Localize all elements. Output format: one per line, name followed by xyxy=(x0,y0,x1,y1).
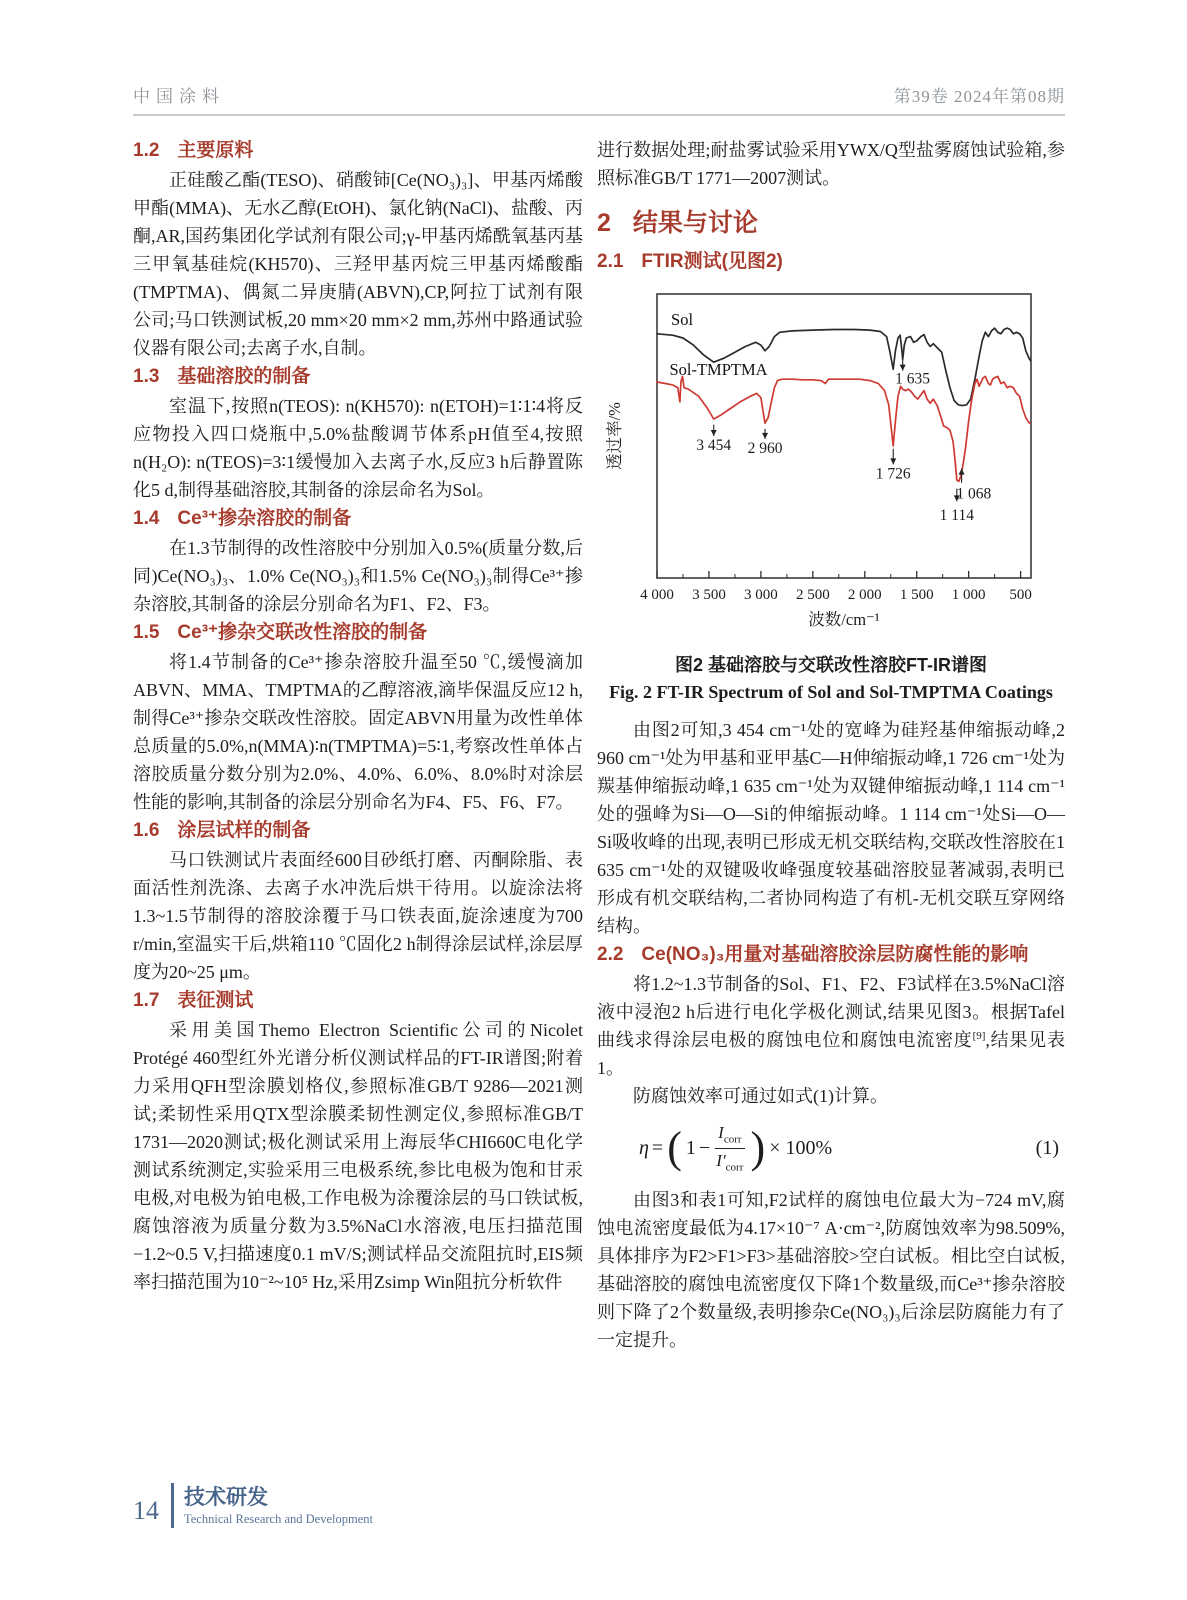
section-number: 2.2 xyxy=(597,944,624,965)
svg-text:2 000: 2 000 xyxy=(847,587,882,603)
svg-text:3 454: 3 454 xyxy=(696,437,732,455)
section-title: 基础溶胶的制备 xyxy=(177,366,311,387)
section-number: 1.6 xyxy=(133,820,160,841)
issue-info: 第39卷 2024年第08期 xyxy=(893,87,1065,106)
section-heading xyxy=(133,505,583,533)
figure-caption-en: Fig. 2 FT-IR Spectrum of Sol and Sol-TMPTMA Coatings xyxy=(609,682,1053,702)
section-heading xyxy=(133,987,583,1015)
section-heading xyxy=(133,363,583,391)
footer-rubric xyxy=(171,1483,373,1528)
chapter-heading xyxy=(597,206,1065,240)
section-heading-2-2 xyxy=(597,941,1065,969)
section-paragraph: 正硅酸乙酯(TESO)、硝酸铈[Ce(NO₃)₃]、甲基丙烯酸甲酯(MMA)、无水乙醇(EtOH)、氯化钠(NaCl)、盐酸、丙酮,AR,国药集团化学试剂有限公司;γ-甲基丙烯酰氧基丙基三甲氧基硅烷(KH570)、三羟甲基丙烷三甲基丙烯酸酯(TMPTMA)、偶氮二异庚腈(ABVN),CP,阿拉丁试剂有限公司;马口铁测试板,20 mm×20 mm×2 mm,苏州中路通试验仪器有限公司;去离子水,自制。 xyxy=(133,170,583,358)
journal-title: 中国涂料 xyxy=(133,87,225,106)
svg-text:2 960: 2 960 xyxy=(747,440,783,458)
svg-text:透过率/%: 透过率/% xyxy=(605,402,624,470)
fraction-numerator xyxy=(715,1122,744,1149)
section-number: 1.7 xyxy=(133,990,160,1011)
left-column xyxy=(133,136,583,1354)
efficiency-intro-paragraph: 防腐蚀效率可通过如式(1)计算。 xyxy=(633,1086,888,1106)
page-number: 14 xyxy=(133,1495,159,1525)
section-paragraph: 室温下,按照n(TEOS): n(KH570): n(ETOH)=1∶1∶4将反应物投入四口烧瓶中,5.0%盐酸调节体系pH值至4,按照n(H₂O): n(TEOS)=3∶1缓慢加入去离子水,反应3 h后静置陈化5 d,制得基础溶胶,其制备的涂层命名为Sol。 xyxy=(133,396,583,500)
footer-label-zh: 技术研发 xyxy=(184,1486,268,1509)
svg-text:3 000: 3 000 xyxy=(744,587,778,603)
chapter-title: 结果与讨论 xyxy=(632,209,758,237)
section-heading-2-1 xyxy=(597,248,1065,276)
section-paragraph: 在1.3节制得的改性溶胶中分别加入0.5%(质量分数,后同)Ce(NO₃)₃、1.0% Ce(NO₃)₃和1.5% Ce(NO₃)₃制得Ce³⁺掺杂溶胶,其制备的涂层分别命名为F1、F2、F3。 xyxy=(133,538,583,614)
page-footer xyxy=(133,1483,373,1528)
chapter-number: 2 xyxy=(597,209,611,237)
section-number: 1.4 xyxy=(133,508,160,529)
section-number: 1.2 xyxy=(133,140,160,161)
svg-text:1 068: 1 068 xyxy=(956,485,992,503)
times-percent: × 100% xyxy=(769,1136,833,1159)
equation-1 xyxy=(597,1122,1065,1174)
section-paragraph: 采用美国Themo Electron Scientific公司的Nicolet Protégé 460型红外光谱分析仪测试样品的FT-IR谱图;附着力采用QFH型涂膜划格仪,参照标准GB/T 9286—2021测试;柔韧性采用QTX型涂膜柔韧性测定仪,参照标准GB/T 1731—2020测试;极化测试采用上海辰华CHI660C电化学测试系统测定,实验采用三电极系统,参比电极为饱和甘汞电极,对电极为铂电极,工作电极为涂覆涂层的马口铁试板,腐蚀溶液为质量分数为3.5%NaCl水溶液,电压扫描范围−1.2~0.5 V,扫描速度0.1 mV/S;测试样品交流阻抗时,EIS频率扫描范围为10⁻²~10⁵ Hz,采用Zsimp Win阻抗分析软件 xyxy=(133,1020,583,1292)
svg-text:2 500: 2 500 xyxy=(795,587,830,603)
results-paragraph: 由图3和表1可知,F2试样的腐蚀电位最大为−724 mV,腐蚀电流密度最低为4.17×10⁻⁷ A·cm⁻²,防腐蚀效率为98.509%,具体排序为F2>F1>F3>基础溶胶>空白试板。相比空白试板,基础溶胶的腐蚀电流密度仅下降1个数量级,而Ce³⁺掺杂溶胶则下降了2个数量级,表明掺杂Ce(NO₃)₃后涂层防腐能力有了一定提升。 xyxy=(597,1190,1065,1351)
section-title: 涂层试样的制备 xyxy=(177,820,311,841)
paragraph-text: 将1.2~1.3节制备的Sol、F1、F2、F3试样在3.5%NaCl溶液中浸泡2 h后进行电化学极化测试,结果见图3。根据Tafel曲线求得涂层电极的腐蚀电位和腐蚀电流密度 xyxy=(597,974,1065,1050)
two-column-layout xyxy=(133,136,1065,1354)
equation-number: (1) xyxy=(1035,1136,1059,1159)
section-paragraph: 将1.4节制备的Ce³⁺掺杂溶胶升温至50 ℃,缓慢滴加ABVN、MMA、TMPTMA的乙醇溶液,滴毕保温反应12 h,制得Ce³⁺掺杂交联改性溶胶。固定ABVN用量为改性单体总质量的5.0%,n(MMA)∶n(TMPTMA)=5∶1,考察改性单体占溶胶质量分数分别为2.0%、4.0%、6.0%、8.0%时对涂层性能的影响,其制备的涂层分别命名为F4、F5、F6、F7。 xyxy=(133,652,583,812)
section-title: FTIR测试(见图2) xyxy=(641,251,783,272)
section-paragraph: 马口铁测试片表面经600目砂纸打磨、丙酮除脂、表面活性剂洗涤、去离子水冲洗后烘干待用。以旋涂法将1.3~1.5节制得的溶胶涂覆于马口铁表面,旋涂速度为700 r/min,室温实干后,烘箱110 ℃固化2 h制得涂层试样,涂层厚度为20~25 μm。 xyxy=(133,850,583,982)
equals-sign: = xyxy=(651,1136,664,1159)
right-column xyxy=(597,136,1065,1354)
section-heading xyxy=(133,137,583,165)
section-heading xyxy=(133,619,583,647)
fraction xyxy=(715,1122,744,1174)
svg-text:1 114: 1 114 xyxy=(939,506,974,524)
reference-marker: [9] xyxy=(972,1030,986,1042)
svg-text:500: 500 xyxy=(1009,587,1032,603)
svg-text:波数/cm⁻¹: 波数/cm⁻¹ xyxy=(808,610,880,629)
figure-discussion-paragraph: 由图2可知,3 454 cm⁻¹处的宽峰为硅羟基伸缩振动峰,2 960 cm⁻¹处为甲基和亚甲基C—H伸缩振动峰,1 726 cm⁻¹处为羰基伸缩振动峰,1 635 cm⁻¹处为双键伸缩振动峰,1 114 cm⁻¹处的强峰为Si—O—Si的伸缩振动峰。1 114 cm⁻¹处Si—O—Si吸收峰的出现,表明已形成无机交联结构,交联改性溶胶在1 635 cm⁻¹处的双键吸收峰强度较基础溶胶显著减弱,表明已形成有机交联结构,二者协同构造了有机-无机交联互穿网络结构。 xyxy=(597,720,1065,936)
denominator-subscript: corr xyxy=(725,1161,744,1174)
section-title: Ce³⁺掺杂溶胶的制备 xyxy=(177,508,352,529)
continued-paragraph: 进行数据处理;耐盐雾试验采用YWX/Q型盐雾腐蚀试验箱,参照标准GB/T 1771—2007测试。 xyxy=(597,140,1065,188)
section-number: 1.5 xyxy=(133,622,160,643)
fraction-denominator xyxy=(716,1149,743,1175)
section-number: 2.1 xyxy=(597,251,624,272)
denominator-symbol: I′ xyxy=(716,1150,726,1170)
page-header xyxy=(133,82,1065,116)
section-1-4 xyxy=(133,505,583,618)
minus-sign: − xyxy=(698,1136,711,1159)
figure-2 xyxy=(597,280,1065,706)
section-title: Ce(NO₃)₃用量对基础溶胶涂层防腐性能的影响 xyxy=(641,944,1029,965)
ftir-chart xyxy=(605,280,1047,644)
svg-text:Sol-TMPTMA: Sol-TMPTMA xyxy=(669,359,768,379)
section-1-3 xyxy=(133,363,583,504)
svg-text:1 500: 1 500 xyxy=(899,587,934,603)
footer-label-en: Technical Research and Development xyxy=(184,1512,373,1526)
paragraph-text: ,结果见表1。 xyxy=(597,1030,1066,1078)
section-title: 主要原料 xyxy=(177,140,254,161)
section-heading xyxy=(133,817,583,845)
svg-text:1 000: 1 000 xyxy=(951,587,986,603)
svg-text:Sol: Sol xyxy=(671,310,694,330)
svg-text:1 635: 1 635 xyxy=(895,370,931,388)
section-1-6 xyxy=(133,817,583,986)
polarization-paragraph xyxy=(597,970,1065,1082)
section-1-7 xyxy=(133,987,583,1296)
eta-symbol: η xyxy=(639,1136,649,1159)
section-title: 表征测试 xyxy=(177,990,254,1011)
section-title: Ce³⁺掺杂交联改性溶胶的制备 xyxy=(177,622,428,643)
section-number: 1.3 xyxy=(133,366,160,387)
equation-body: η = ( 1 − $\frac{I_{corr}}{I'_{corr}}$ ) × 100% xyxy=(639,1123,833,1174)
section-1-5 xyxy=(133,619,583,816)
numerator-symbol: I xyxy=(718,1123,724,1142)
svg-text:4 000: 4 000 xyxy=(640,587,674,603)
constant-one: 1 xyxy=(685,1136,696,1159)
figure-caption-zh: 图2 基础溶胶与交联改性溶胶FT-IR谱图 xyxy=(674,655,987,675)
svg-text:1 726: 1 726 xyxy=(875,465,911,483)
section-1-2 xyxy=(133,137,583,362)
numerator-subscript: corr xyxy=(723,1133,742,1146)
svg-text:3 500: 3 500 xyxy=(692,587,726,603)
